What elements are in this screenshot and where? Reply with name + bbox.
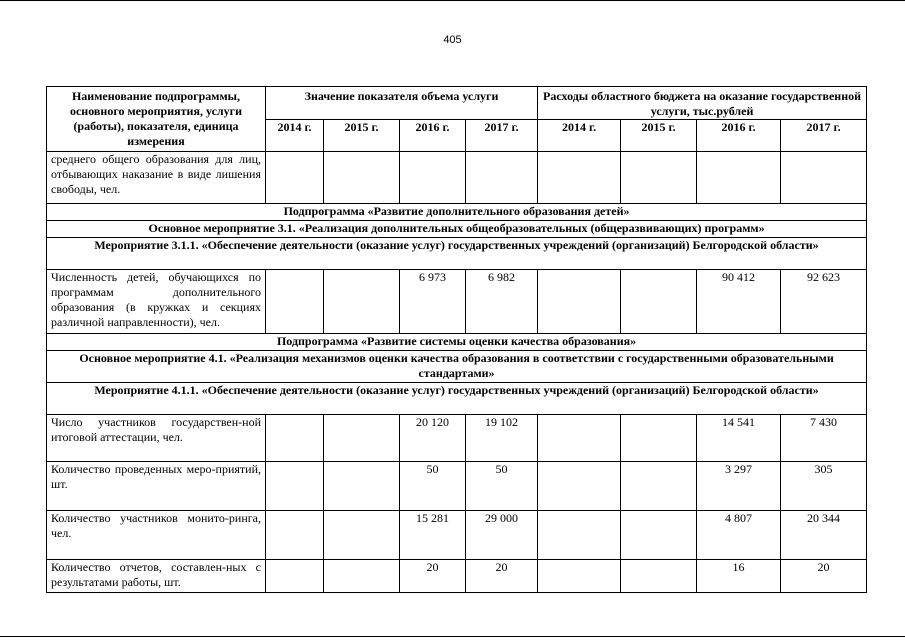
budget-table	[46, 86, 867, 593]
header-year: 2015 г.	[324, 120, 400, 152]
indicator-name: среднего общего образования для лиц, отбывающих наказание в виде лишения свободы, чел.	[47, 152, 266, 204]
scan-edge-top	[0, 0, 905, 1]
indicator-name: Число участников государствен-ной итоговой аттестации, чел.	[47, 415, 266, 462]
expense-2016: 4 807	[697, 511, 781, 560]
table-row	[47, 462, 867, 511]
header-name-column: Наименование подпрограммы, основного мероприятия, услуги (работы), показателя, единица измерения	[47, 87, 266, 152]
value-2016: 20 120	[400, 415, 466, 462]
header-year: 2014 г.	[538, 120, 621, 152]
table-row	[47, 511, 867, 560]
header-year: 2014 г.	[266, 120, 324, 152]
expense-2016: 16	[697, 560, 781, 593]
value-2016: 50	[400, 462, 466, 511]
header-volume-group: Значение показателя объема услуги	[266, 87, 538, 120]
header-year: 2016 г.	[400, 120, 466, 152]
indicator-name: Количество участников монито-ринга, чел.	[47, 511, 266, 560]
main-activity-title: Основное мероприятие 4.1. «Реализация механизмов оценки качества образования в соответствии с государственными образовательными стандартами»	[47, 351, 867, 383]
expense-2016: 14 541	[697, 415, 781, 462]
value-2017: 19 102	[466, 415, 538, 462]
table-row	[47, 560, 867, 593]
value-2017: 29 000	[466, 511, 538, 560]
indicator-name: Численность детей, обучающихся по программам дополнительного образования (в кружках и секциях различной направленности), чел.	[47, 270, 266, 334]
header-expense-group: Расходы областного бюджета на оказание государственной услуги, тыс.рублей	[538, 87, 867, 120]
expense-2016: 3 297	[697, 462, 781, 511]
subprogram-title: Подпрограмма «Развитие дополнительного образования детей»	[47, 204, 867, 221]
indicator-name: Количество отчетов, составлен-ных с результатами работы, шт.	[47, 560, 266, 593]
expense-2017: 92 623	[781, 270, 867, 334]
expense-2016: 90 412	[697, 270, 781, 334]
value-2016: 15 281	[400, 511, 466, 560]
expense-2017: 20 344	[781, 511, 867, 560]
header-year: 2017 г.	[781, 120, 867, 152]
main-activity-title: Основное мероприятие 3.1. «Реализация дополнительных общеобразовательных (общеразвивающих) программ»	[47, 221, 867, 238]
header-year: 2015 г.	[621, 120, 697, 152]
expense-2017: 20	[781, 560, 867, 593]
subprogram-title: Подпрограмма «Развитие системы оценки качества образования»	[47, 334, 867, 351]
expense-2017: 7 430	[781, 415, 867, 462]
value-2016: 20	[400, 560, 466, 593]
value-2017: 6 982	[466, 270, 538, 334]
scan-edge-bottom	[0, 636, 905, 637]
activity-title: Мероприятие 3.1.1. «Обеспечение деятельности (оказание услуг) государственных учреждений (организаций) Белгородской области»	[47, 238, 867, 270]
indicator-name: Количество проведенных меро-приятий, шт.	[47, 462, 266, 511]
header-year: 2016 г.	[697, 120, 781, 152]
table-row	[47, 415, 867, 462]
value-2017: 20	[466, 560, 538, 593]
value-2017: 50	[466, 462, 538, 511]
page-number: 405	[443, 34, 462, 46]
header-year: 2017 г.	[466, 120, 538, 152]
activity-title: Мероприятие 4.1.1. «Обеспечение деятельности (оказание услуг) государственных учреждений (организаций) Белгородской области»	[47, 383, 867, 415]
table-row	[47, 152, 867, 204]
expense-2017: 305	[781, 462, 867, 511]
value-2016: 6 973	[400, 270, 466, 334]
table-row	[47, 270, 867, 334]
